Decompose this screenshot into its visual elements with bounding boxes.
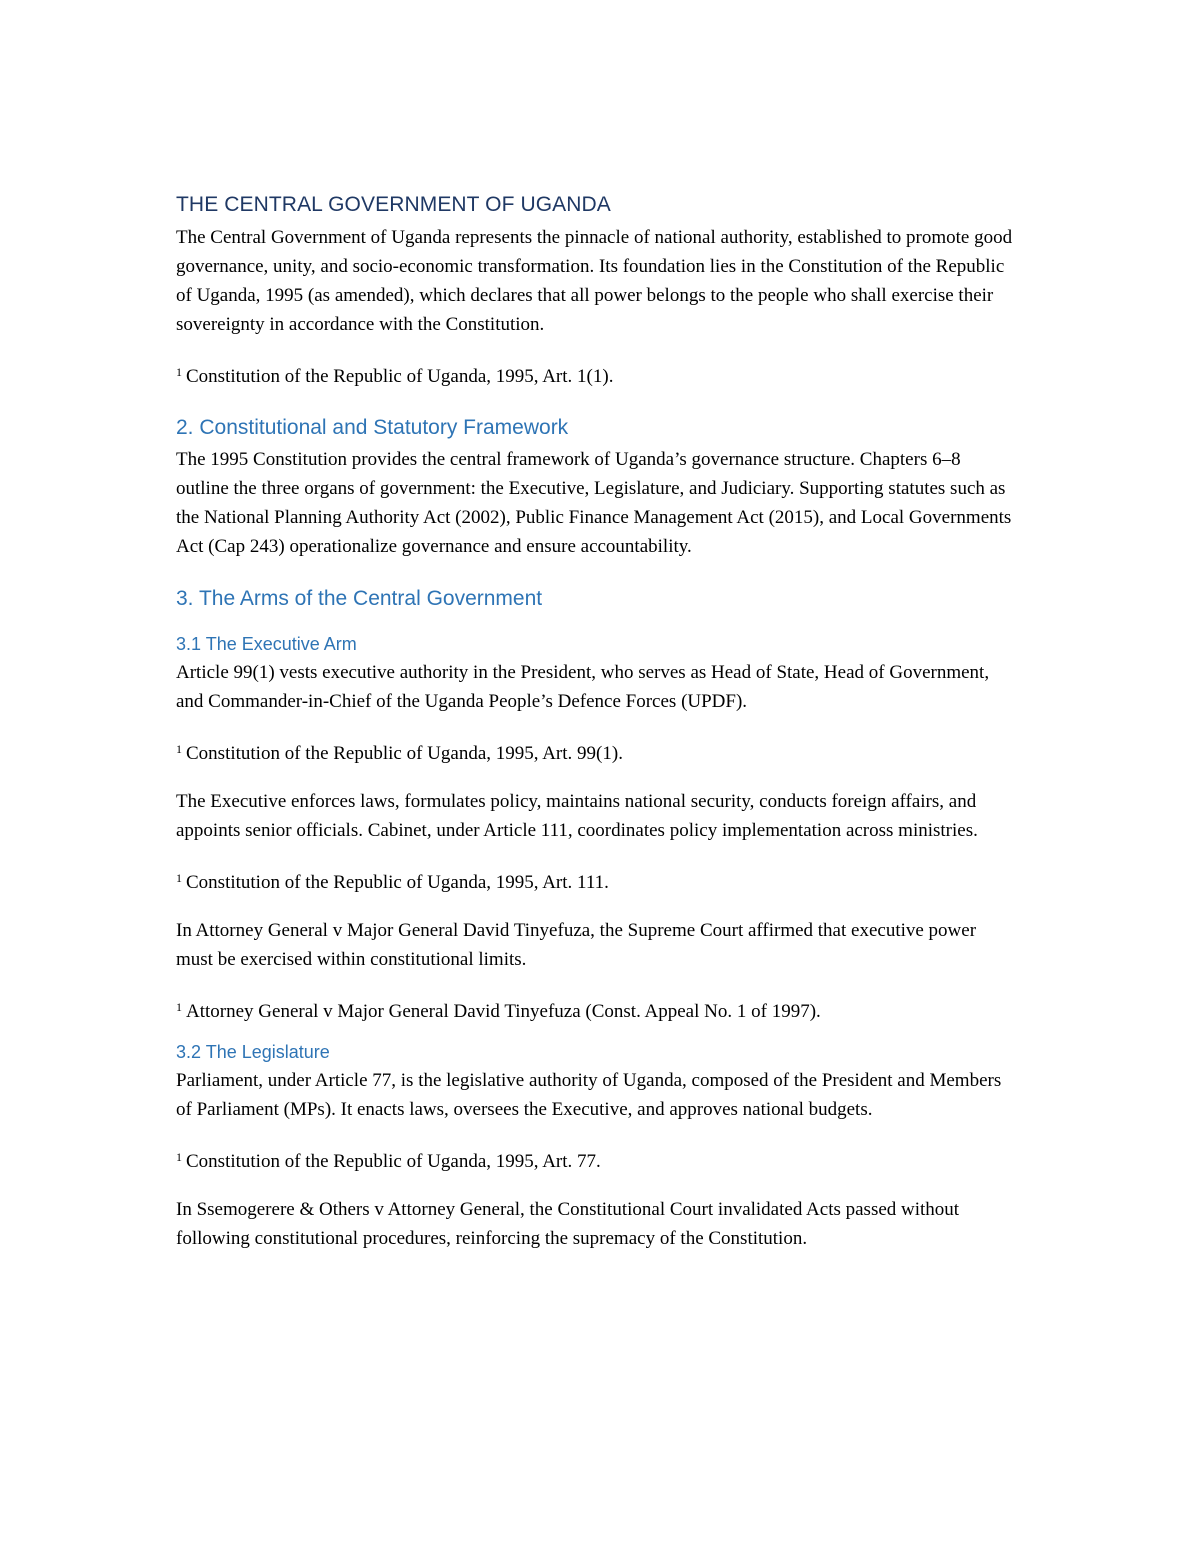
footnote-marker: 1 [176, 1000, 182, 1014]
footnote-executive-1 [176, 735, 1016, 768]
document-title: THE CENTRAL GOVERNMENT OF UGANDA [176, 193, 611, 216]
legislature-paragraph-1: Parliament, under Article 77, is the legislative authority of Uganda, composed of the President and Members of Parliament (MPs). It enacts laws, oversees the Executive, and approves national budgets. [176, 1070, 1002, 1120]
section-2-heading: 2. Constitutional and Statutory Framework [176, 416, 569, 439]
footnote-1 [176, 358, 1016, 391]
footnote-executive-2 [176, 864, 1016, 897]
legislature-paragraph-2: In Ssemogerere & Others v Attorney General, the Constitutional Court invalidated Acts passed without following constitutional procedures, reinforcing the supremacy of the Constitution. [176, 1199, 960, 1249]
section-3-2-heading: 3.2 The Legislature [176, 1042, 330, 1062]
footnote-marker: 1 [176, 871, 182, 885]
section-2-paragraph: The 1995 Constitution provides the central framework of Uganda’s governance structure. Chapters 6–8 outline the three organs of government: the Executive, Legislature, and Judiciary. Supporting statutes such as the National Planning Authority Act (2002), Public Finance Management Act (2015), and Local Governments Act (Cap 243) operationalize governance and ensure accountability. [176, 449, 1012, 557]
footnote-text: Constitution of the Republic of Uganda, 1995, Art. 1(1). [186, 366, 614, 387]
document-page [176, 188, 1016, 1253]
section-3-heading: 3. The Arms of the Central Government [176, 587, 543, 610]
footnote-executive-3 [176, 993, 1016, 1026]
executive-paragraph-1: Article 99(1) vests executive authority in the President, who serves as Head of State, Head of Government, and Commander-in-Chief of the Uganda People’s Defence Forces (UPDF). [176, 662, 990, 712]
footnote-legislature-1 [176, 1143, 1016, 1176]
footnote-marker: 1 [176, 742, 182, 756]
section-3-1-heading: 3.1 The Executive Arm [176, 634, 357, 654]
intro-paragraph: The Central Government of Uganda represents the pinnacle of national authority, established to promote good governance, unity, and socio-economic transformation. Its foundation lies in the Constitution of the Republic of Uganda, 1995 (as amended), which declares that all power belongs to the people who shall exercise their sovereignty in accordance with the Constitution. [176, 227, 1013, 335]
footnote-marker: 1 [176, 1150, 182, 1164]
footnote-text: Attorney General v Major General David Tinyefuza (Const. Appeal No. 1 of 1997). [186, 1001, 821, 1022]
executive-paragraph-2: The Executive enforces laws, formulates policy, maintains national security, conducts foreign affairs, and appoints senior officials. Cabinet, under Article 111, coordinates policy implementation across ministries. [176, 791, 978, 841]
footnote-text: Constitution of the Republic of Uganda, 1995, Art. 77. [186, 1151, 601, 1172]
executive-paragraph-3: In Attorney General v Major General David Tinyefuza, the Supreme Court affirmed that executive power must be exercised within constitutional limits. [176, 920, 977, 970]
footnote-text: Constitution of the Republic of Uganda, 1995, Art. 111. [186, 872, 609, 893]
footnote-text: Constitution of the Republic of Uganda, 1995, Art. 99(1). [186, 743, 623, 764]
footnote-marker: 1 [176, 365, 182, 379]
